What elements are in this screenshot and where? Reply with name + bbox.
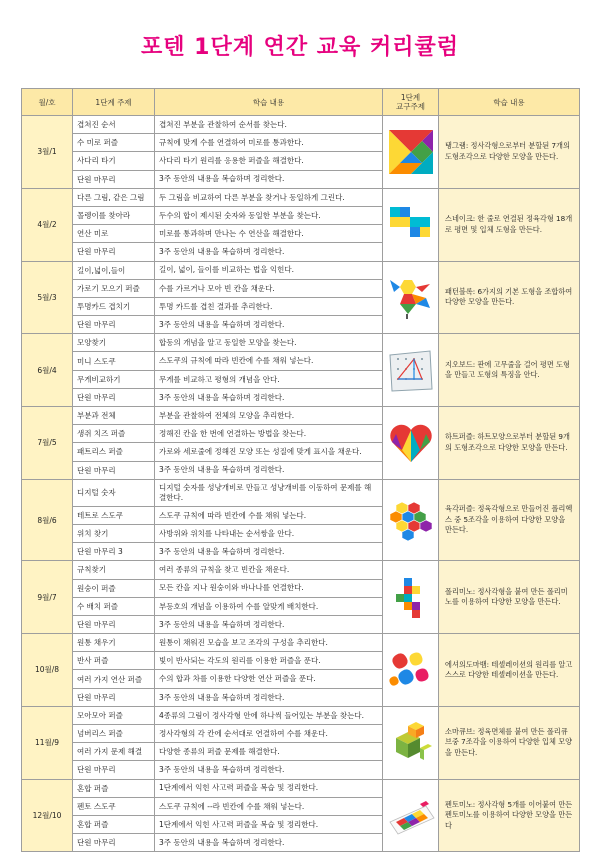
content-cell: 3주 동안의 내용을 복습하며 정리한다.: [155, 615, 383, 633]
theme-cell: 혼합 퍼즐: [73, 779, 155, 797]
content-cell: 정사각형의 각 칸에 순서대로 연결하여 수를 채운다.: [155, 725, 383, 743]
tangram-icon: [383, 116, 439, 189]
content-cell: 3주 동안의 내용을 복습하며 정리한다.: [155, 761, 383, 779]
theme-cell: 펜토 스도쿠: [73, 797, 155, 815]
content-cell: 두수의 합이 제시된 숫자와 동일한 부분을 찾는다.: [155, 206, 383, 224]
theme-cell: 원숭이 퍼즐: [73, 579, 155, 597]
month-label: 8월/6: [22, 479, 73, 561]
kit-description: 스네이크: 한 줄로 연결된 정육각형 18개로 평면 및 입체 도형을 만든다.: [439, 188, 580, 261]
pentomino-icon: [383, 779, 439, 852]
table-row: [22, 407, 580, 425]
theme-cell: 단원 마무리: [73, 388, 155, 406]
kit-description: 육각퍼즐: 정육각형으로 만들어진 폴리헥스 중 5조각을 이용하여 다양한 모양을 만든다.: [439, 479, 580, 561]
theme-cell: 겹쳐진 순서: [73, 116, 155, 134]
header-month: 월/호: [22, 89, 73, 116]
table-row: [22, 116, 580, 134]
theme-cell: 테트로 스도쿠: [73, 506, 155, 524]
theme-cell: 여러 가지 연산 퍼즐: [73, 670, 155, 688]
theme-cell: 몰렝이를 찾아라: [73, 206, 155, 224]
content-cell: 길이, 넓이, 들이를 비교하는 법을 익힌다.: [155, 261, 383, 279]
kit-description: 지오보드: 판에 고무줄을 걸어 평면 도형을 만들고 도형의 특징을 안다.: [439, 334, 580, 407]
theme-cell: 단원 마무리: [73, 761, 155, 779]
content-cell: 다양한 종류의 퍼즐 문제를 해결한다.: [155, 743, 383, 761]
theme-cell: 넘버리스 퍼즐: [73, 725, 155, 743]
content-cell: 사방위와 위치를 나타내는 순서쌍을 안다.: [155, 524, 383, 542]
theme-cell: 혼합 퍼즐: [73, 815, 155, 833]
kit-description: 폴리미노: 정사각형을 붙여 만든 폴리미노를 이용하여 다양한 모양을 만든다.: [439, 561, 580, 634]
content-cell: 무게를 비교하고 평형의 개념을 안다.: [155, 370, 383, 388]
content-cell: 사다리 타기 원리를 응용한 퍼즐을 해결한다.: [155, 152, 383, 170]
theme-cell: 사다리 타기: [73, 152, 155, 170]
kit-description: 탱그램: 정사각형으로부터 분할된 7개의 도형조각으로 다양한 모양을 만든다.: [439, 116, 580, 189]
content-cell: 부분을 관찰하여 전체의 모양을 추리한다.: [155, 407, 383, 425]
theme-cell: 모양찾기: [73, 334, 155, 352]
month-label: 3월/1: [22, 116, 73, 189]
page-title: 포텐 1단계 연간 교육 커리큘럼: [141, 35, 459, 60]
content-cell: 규칙에 맞게 수를 연결하여 미로를 통과한다.: [155, 134, 383, 152]
month-label: 7월/5: [22, 407, 73, 480]
content-cell: 합동의 개념을 알고 동일한 모양을 찾는다.: [155, 334, 383, 352]
content-cell: 3주 동안의 내용을 복습하며 정리한다.: [155, 543, 383, 561]
content-cell: 빛이 반사되는 각도의 원리를 이용한 퍼즐을 푼다.: [155, 652, 383, 670]
month-label: 12월/10: [22, 779, 73, 852]
bird-pattern-icon: [383, 261, 439, 334]
content-cell: 4종류의 그림이 정사각형 안에 하나씩 들어있는 부분을 찾는다.: [155, 706, 383, 724]
table-row: [22, 706, 580, 724]
table-row: [22, 188, 580, 206]
theme-cell: 원통 채우기: [73, 634, 155, 652]
soma-cube-icon: [383, 706, 439, 779]
content-cell: 가로와 세로줄에 정해진 모양 또는 성질에 맞게 표시을 채운다.: [155, 443, 383, 461]
content-cell: 스도쿠 규칙에 따라 빈칸에 수를 채워 넣는다.: [155, 506, 383, 524]
month-label: 5월/3: [22, 261, 73, 334]
header-theme: 1단계 주제: [73, 89, 155, 116]
header-content: 학습 내용: [155, 89, 383, 116]
month-label: 10월/8: [22, 634, 73, 707]
month-label: 6월/4: [22, 334, 73, 407]
theme-cell: 단원 마무리: [73, 615, 155, 633]
content-cell: 수의 합과 차를 이용한 다양한 연산 퍼즐을 푼다.: [155, 670, 383, 688]
content-cell: 미로를 통과하며 만나는 수 연산을 해결한다.: [155, 225, 383, 243]
table-row: [22, 634, 580, 652]
content-cell: 스도쿠의 규칙에 따라 빈칸에 수를 채워 넣는다.: [155, 352, 383, 370]
theme-cell: 부분과 전체: [73, 407, 155, 425]
month-label: 4월/2: [22, 188, 73, 261]
theme-cell: 여러 가지 문제 해결: [73, 743, 155, 761]
theme-cell: 수 배치 퍼즐: [73, 597, 155, 615]
content-cell: 정해진 칸을 한 번에 연결하는 방법을 찾는다.: [155, 425, 383, 443]
header-kit: 1단계 교구주제: [383, 89, 439, 116]
table-row: [22, 334, 580, 352]
theme-cell: 투명카드 겹치기: [73, 297, 155, 315]
theme-cell: 반사 퍼즐: [73, 652, 155, 670]
heart-puzzle-icon: [383, 407, 439, 480]
theme-cell: 단원 마무리: [73, 243, 155, 261]
content-cell: 겹쳐진 부분을 관찰하여 순서를 찾는다.: [155, 116, 383, 134]
content-cell: 3주 동안의 내용을 복습하며 정리한다.: [155, 170, 383, 188]
content-cell: 두 그림을 비교하여 다른 부분을 찾거나 동일하게 그린다.: [155, 188, 383, 206]
curriculum-table: [21, 88, 580, 852]
kit-description: 패턴블록: 6가지의 기본 도형을 조합하여 다양한 모양을 만든다.: [439, 261, 580, 334]
theme-cell: 패트리스 퍼즐: [73, 443, 155, 461]
content-cell: 수를 가르거나 모아 빈 칸을 채운다.: [155, 279, 383, 297]
theme-cell: 단원 마무리: [73, 834, 155, 852]
theme-cell: 단원 마무리: [73, 170, 155, 188]
hexagon-blocks-icon: [383, 479, 439, 561]
theme-cell: 단원 마무리 3: [73, 543, 155, 561]
kit-description: 에셔의도마뱀: 테셀레이션의 원리를 알고 스스로 다양한 테셀레이션을 만든다.: [439, 634, 580, 707]
theme-cell: 수 미로 퍼즐: [73, 134, 155, 152]
content-cell: 1단계에서 익힌 사고력 퍼즐을 복습 및 정리한다.: [155, 779, 383, 797]
theme-cell: 생쥐 치즈 퍼즐: [73, 425, 155, 443]
content-cell: 3주 동안의 내용을 복습하며 정리한다.: [155, 834, 383, 852]
theme-cell: 연산 미로: [73, 225, 155, 243]
content-cell: 부등호의 개념을 이용하여 수를 알맞게 배치한다.: [155, 597, 383, 615]
theme-cell: 가로기 모으기 퍼즐: [73, 279, 155, 297]
month-label: 11월/9: [22, 706, 73, 779]
content-cell: 모든 칸을 지나 원숭이와 바나나를 연결한다.: [155, 579, 383, 597]
theme-cell: 길이,넓이,들이: [73, 261, 155, 279]
theme-cell: 디지털 숫자: [73, 479, 155, 506]
content-cell: 3주 동안의 내용을 복습하며 정리한다.: [155, 316, 383, 334]
polymino-icon: [383, 561, 439, 634]
header-desc: 학습 내용: [439, 89, 580, 116]
table-row: [22, 261, 580, 279]
theme-cell: 단원 마무리: [73, 461, 155, 479]
content-cell: 여러 종류의 규칙을 찾고 빈칸을 채운다.: [155, 561, 383, 579]
content-cell: 3주 동안의 내용을 복습하며 정리한다.: [155, 243, 383, 261]
content-cell: 투명 카드를 겹친 결과를 추리한다.: [155, 297, 383, 315]
theme-cell: 위치 찾기: [73, 524, 155, 542]
theme-cell: 단원 마무리: [73, 688, 155, 706]
snake-cube-icon: [383, 188, 439, 261]
content-cell: 3주 동안의 내용을 복습하며 정리한다.: [155, 461, 383, 479]
theme-cell: 다른 그림, 같은 그림: [73, 188, 155, 206]
content-cell: 스도쿠 규칙에 --라 빈칸에 수를 채워 넣는다.: [155, 797, 383, 815]
theme-cell: 규칙찾기: [73, 561, 155, 579]
geoboard-icon: [383, 334, 439, 407]
content-cell: 3주 동안의 내용을 복습하며 정리한다.: [155, 388, 383, 406]
table-row: [22, 479, 580, 506]
table-row: [22, 561, 580, 579]
table-row: [22, 779, 580, 797]
content-cell: 1단계에서 익힌 사고력 퍼즐을 복습 및 정리한다.: [155, 815, 383, 833]
content-cell: 3주 동안의 내용을 복습하며 정리한다.: [155, 688, 383, 706]
tessellation-icon: [383, 634, 439, 707]
theme-cell: 미니 스도쿠: [73, 352, 155, 370]
content-cell: 원통이 채워진 모습을 보고 조각의 구성을 추리한다.: [155, 634, 383, 652]
month-label: 9월/7: [22, 561, 73, 634]
theme-cell: 단원 마무리: [73, 316, 155, 334]
kit-description: 하트퍼즐: 하트모양으로부터 분할된 9개의 도형조각으로 다양한 모양을 만든다.: [439, 407, 580, 480]
kit-description: 펜토미노: 정사각형 5개를 이어붙여 만든 펜토미노를 이용하여 다양한 모양을 만든다: [439, 779, 580, 852]
theme-cell: 모아모아 퍼즐: [73, 706, 155, 724]
theme-cell: 무게비교하기: [73, 370, 155, 388]
content-cell: 디지털 숫자를 성냥개비로 만들고 성냥개비를 이동하여 문제를 해결한다.: [155, 479, 383, 506]
kit-description: 소마큐브: 정육면체를 붙여 만든 폴리큐브중 7조각을 이용하여 다양한 입체 모양을 만든다.: [439, 706, 580, 779]
